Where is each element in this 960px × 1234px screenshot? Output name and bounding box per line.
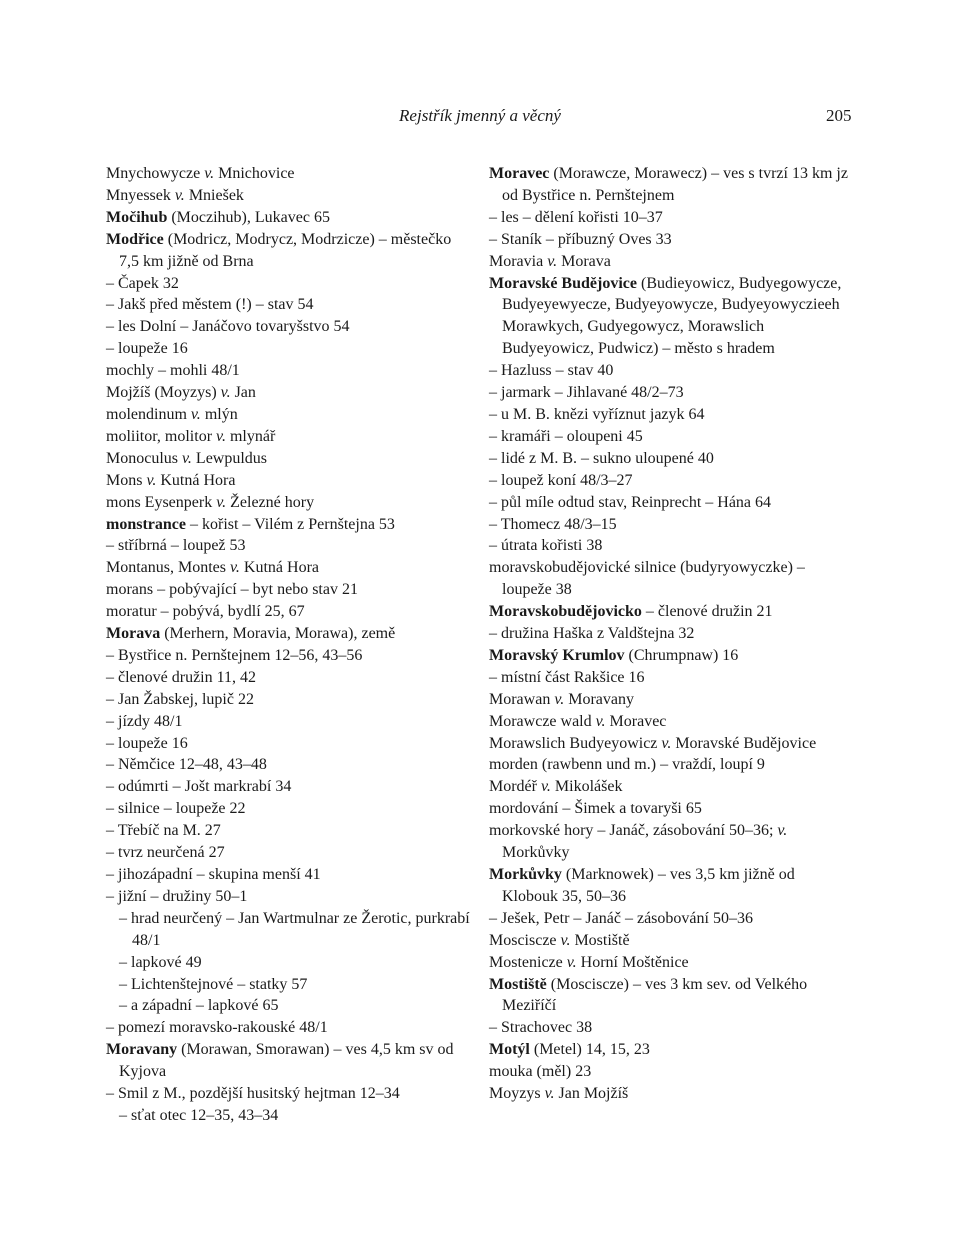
index-entry xyxy=(106,798,471,820)
entry-text: – Jan Žabskej, lupič 22 xyxy=(106,690,254,708)
headword: Morkůvky xyxy=(489,866,562,883)
entry-text: – útrata kořisti 38 xyxy=(489,537,603,555)
index-entry xyxy=(489,207,854,229)
entry-text: Horní Moštěnice xyxy=(576,953,689,971)
index-column-right xyxy=(489,163,854,1105)
index-entry xyxy=(106,1083,471,1105)
index-entry xyxy=(106,995,471,1017)
index-entry xyxy=(489,448,854,470)
index-entry xyxy=(106,908,471,952)
index-entry xyxy=(489,733,854,755)
index-entry xyxy=(489,601,854,623)
entry-text: (Morawan, Smorawan) – ves 4,5 km sv od Kyjova xyxy=(119,1041,454,1081)
headword: Moravec xyxy=(489,165,550,182)
index-entry xyxy=(106,360,471,382)
index-entry xyxy=(106,974,471,996)
headword: Močihub xyxy=(106,208,168,226)
index-entry xyxy=(489,908,854,930)
index-entry xyxy=(106,579,471,601)
index-entry xyxy=(489,251,854,273)
entry-text: – Třebíč na M. 27 xyxy=(106,822,221,840)
index-entry xyxy=(489,229,854,251)
index-entry xyxy=(106,426,471,448)
index-entry xyxy=(489,426,854,448)
entry-text: Mniešek xyxy=(184,186,244,204)
see-reference: v. xyxy=(595,712,606,730)
entry-text: – jízdy 48/1 xyxy=(106,712,183,730)
entry-text: – Strachovec 38 xyxy=(489,1019,593,1037)
entry-text: – jarmark – Jihlavané 48/2–73 xyxy=(489,384,684,402)
entry-text: – loupeže 16 xyxy=(106,734,188,752)
entry-text: – pomezí moravsko-rakouské 48/1 xyxy=(106,1019,328,1037)
entry-text: Morawslich Budyeyowicz xyxy=(489,734,662,752)
headword: Moravany xyxy=(106,1041,178,1059)
entry-text: – lapkové 49 xyxy=(119,953,202,971)
index-entry xyxy=(489,470,854,492)
entry-text: (Moczihub), Lukavec 65 xyxy=(167,208,330,226)
index-entry xyxy=(106,492,471,514)
entry-text: Monoculus xyxy=(106,449,182,467)
entry-text: moratur – pobývá, bydlí 25, 67 xyxy=(106,603,305,621)
index-entry xyxy=(489,360,854,382)
entry-text: Železné hory xyxy=(226,493,315,511)
see-reference: v. xyxy=(554,690,565,708)
index-entry xyxy=(489,557,854,601)
entry-text: – kořist – Vilém z Pernštejna 53 xyxy=(185,515,395,533)
entry-text: Mnychowycze xyxy=(106,165,205,182)
entry-text: Moyzys xyxy=(489,1085,545,1103)
entry-text: – Němčice 12–48, 43–48 xyxy=(106,756,267,774)
entry-text: – loupež koní 48/3–27 xyxy=(489,471,633,489)
index-entry xyxy=(106,382,471,404)
entry-text: – Hazluss – stav 40 xyxy=(489,362,614,380)
see-reference: v. xyxy=(544,1085,555,1103)
entry-text: Moravia xyxy=(489,252,548,270)
entry-text: – jižní – družiny 50–1 xyxy=(106,887,248,905)
entry-text: Mikolášek xyxy=(550,778,623,796)
entry-text: Morava xyxy=(557,252,611,270)
index-entry xyxy=(106,229,471,273)
entry-text: Morawcze wald xyxy=(489,712,596,730)
entry-text: – lidé z M. B. – sukno uloupené 40 xyxy=(489,449,714,467)
index-entry xyxy=(489,273,854,361)
headword: Mostiště xyxy=(489,975,547,993)
index-entry xyxy=(489,952,854,974)
index-entry xyxy=(106,163,471,185)
index-entry xyxy=(489,645,854,667)
entry-text: molendinum xyxy=(106,405,191,423)
entry-text: morden (rawbenn und m.) – vraždí, loupí 9 xyxy=(489,756,765,774)
index-column-left xyxy=(106,163,471,1127)
index-entry xyxy=(489,798,854,820)
entry-text: Moravany xyxy=(564,690,634,708)
index-entry xyxy=(106,294,471,316)
index-entry xyxy=(489,1039,854,1061)
entry-text: – les – dělení kořisti 10–37 xyxy=(489,208,663,226)
index-entry xyxy=(489,382,854,404)
index-entry xyxy=(489,1061,854,1083)
see-reference: v. xyxy=(182,449,192,467)
entry-text: Kutná Hora xyxy=(239,559,320,577)
entry-text: Mnyessek xyxy=(106,186,175,204)
entry-text: Mostiště xyxy=(570,931,630,949)
index-entry xyxy=(106,689,471,711)
entry-text: – les Dolní – Janáčovo tovaryšstvo 54 xyxy=(106,318,350,336)
index-entry xyxy=(106,1017,471,1039)
entry-text: Moravec xyxy=(605,712,667,730)
entry-text: Morkůvky xyxy=(502,844,570,862)
index-entry xyxy=(106,470,471,492)
index-entry xyxy=(106,316,471,338)
entry-text: – u M. B. knězi vyříznut jazyk 64 xyxy=(489,405,705,423)
entry-text: Kutná Hora xyxy=(156,471,236,489)
entry-text: – odúmrti – Jošt markrabí 34 xyxy=(106,778,292,796)
entry-text: mouka (měl) 23 xyxy=(489,1063,592,1081)
entry-text: Montanus, Montes xyxy=(106,559,230,577)
entry-text: – Staník – příbuzný Oves 33 xyxy=(489,230,672,248)
index-entry xyxy=(489,667,854,689)
entry-text: – Jakš před městem (!) – stav 54 xyxy=(106,296,314,314)
index-entry xyxy=(106,754,471,776)
index-entry xyxy=(106,404,471,426)
entry-text: (Metel) 14, 15, 23 xyxy=(529,1041,650,1059)
entry-text: – hrad neurčený – Jan Wartmulnar ze Žerotic, purkrabí 48/1 xyxy=(119,909,470,949)
index-entry xyxy=(106,864,471,886)
entry-text: – Lichtenštejnové – statky 57 xyxy=(119,975,308,993)
see-reference: v. xyxy=(661,734,672,752)
headword: Motýl xyxy=(489,1041,530,1059)
entry-text: – Ješek, Petr – Janáč – zásobování 50–36 xyxy=(489,909,753,927)
headword: Modřice xyxy=(106,230,164,248)
index-entry xyxy=(489,864,854,908)
index-entry xyxy=(106,601,471,623)
see-reference: v. xyxy=(230,559,240,577)
running-title: Rejstřík jmenný a věcný xyxy=(399,106,561,125)
index-entry xyxy=(489,689,854,711)
entry-text: – půl míle odtud stav, Reinprecht – Hána 64 xyxy=(489,493,772,511)
entry-text: moliitor, molitor xyxy=(106,427,217,445)
index-entry xyxy=(106,711,471,733)
index-entry xyxy=(106,667,471,689)
entry-text: (Budieyowicz, Budyegowycze, Budyeyewyecze, Budyeyowycze, Budyeyowyczieeh Morawkych, Gudyegowycz, Morawslich Budyeyowicz, Pudwicz) – město s hradem xyxy=(502,274,842,358)
entry-text: (Chrumpnaw) 16 xyxy=(624,646,739,664)
index-entry xyxy=(106,842,471,864)
index-entry xyxy=(106,557,471,579)
index-entry xyxy=(489,623,854,645)
entry-text: (Modricz, Modrycz, Modrzicze) – městečko 7,5 km jižně od Brna xyxy=(119,230,452,270)
see-reference: v. xyxy=(560,931,571,949)
index-entry xyxy=(106,623,471,645)
entry-text: Lewpuldus xyxy=(191,449,268,467)
entry-text: Jan xyxy=(230,384,256,402)
see-reference: v. xyxy=(204,165,215,182)
index-entry xyxy=(106,776,471,798)
page-number: 205 xyxy=(826,106,852,125)
entry-text: mlýn xyxy=(200,405,238,423)
index-entry xyxy=(489,776,854,798)
index-entry xyxy=(489,711,854,733)
entry-text: – Thomecz 48/3–15 xyxy=(489,515,617,533)
index-entry xyxy=(489,754,854,776)
index-entry xyxy=(106,952,471,974)
index-entry xyxy=(489,820,854,864)
entry-text: – Smil z M., pozdější husitský hejtman 12–34 xyxy=(106,1085,400,1103)
entry-text: Jan Mojžíš xyxy=(554,1085,629,1103)
index-entry xyxy=(106,733,471,755)
see-reference: v. xyxy=(190,405,201,423)
see-reference: v. xyxy=(146,471,157,489)
entry-text: – místní část Rakšice 16 xyxy=(489,668,645,686)
index-entry xyxy=(489,163,854,207)
index-entry xyxy=(106,514,471,536)
entry-text: – kramáři – oloupeni 45 xyxy=(489,427,643,445)
see-reference: v. xyxy=(540,778,551,796)
entry-text: – silnice – loupeže 22 xyxy=(106,800,246,818)
entry-text: Moravské Budějovice xyxy=(671,734,817,752)
entry-text: (Marknowek) – ves 3,5 km jižně od Klobouk 35, 50–36 xyxy=(502,866,795,905)
entry-text: – jihozápadní – skupina menší 41 xyxy=(106,866,321,883)
entry-text: mons Eysenperk xyxy=(106,493,217,511)
index-entry xyxy=(106,273,471,295)
entry-text: morans – pobývající – byt nebo stav 21 xyxy=(106,581,358,599)
index-entry xyxy=(106,1039,471,1083)
index-entry xyxy=(489,404,854,426)
index-entry xyxy=(106,820,471,842)
see-reference: v. xyxy=(216,427,226,445)
see-reference: v. xyxy=(216,493,227,511)
index-entry xyxy=(106,448,471,470)
see-reference: v. xyxy=(547,252,558,270)
index-entry xyxy=(106,535,471,557)
entry-text: (Merhern, Moravia, Morawa), země xyxy=(160,625,396,643)
entry-text: Mnichovice xyxy=(214,165,295,182)
entry-text: Mojžíš (Moyzys) xyxy=(106,384,221,402)
entry-text: morkovské hory – Janáč, zásobování 50–36; xyxy=(489,822,778,840)
index-entry xyxy=(106,207,471,229)
see-reference: v. xyxy=(566,953,577,971)
headword: Moravské Budějovice xyxy=(489,274,637,292)
entry-text: Morawan xyxy=(489,690,555,708)
entry-text: mochly – mohli 48/1 xyxy=(106,362,240,380)
entry-text: Mordéř xyxy=(489,778,541,796)
index-entry xyxy=(489,492,854,514)
entry-text: – stříbrná – loupež 53 xyxy=(106,537,246,555)
entry-text: – Čapek 32 xyxy=(106,274,179,292)
index-entry xyxy=(489,930,854,952)
entry-text: – tvrz neurčená 27 xyxy=(106,844,225,862)
entry-text: Mosciscze xyxy=(489,931,561,949)
entry-text: Mostenicze xyxy=(489,953,567,971)
entry-text: (Mosciscze) – ves 3 km sev. od Velkého Meziříčí xyxy=(502,975,808,1015)
entry-text: moravskobudějovické silnice (budyryowyczke) – loupeže 38 xyxy=(489,559,805,599)
headword: Morava xyxy=(106,625,161,643)
entry-text: – loupeže 16 xyxy=(106,340,188,358)
entry-text: mordování – Šimek a tovaryši 65 xyxy=(489,800,702,818)
headword: monstrance xyxy=(106,515,186,533)
entry-text: – členové družin 21 xyxy=(641,603,773,621)
entry-text: mlynář xyxy=(225,427,276,445)
see-reference: v. xyxy=(174,186,185,204)
index-entry xyxy=(489,974,854,1018)
entry-text: – a západní – lapkové 65 xyxy=(119,997,279,1015)
index-entry xyxy=(106,645,471,667)
entry-text: – družina Haška z Valdštejna 32 xyxy=(489,625,695,643)
index-entry xyxy=(106,1105,471,1127)
entry-text: – Bystřice n. Pernštejnem 12–56, 43–56 xyxy=(106,646,363,664)
index-entry xyxy=(106,338,471,360)
see-reference: v. xyxy=(220,384,231,402)
index-entry xyxy=(489,514,854,536)
entry-text: (Morawcze, Morawecz) – ves s tvrzí 13 km jz od Bystřice n. Pernštejnem xyxy=(502,165,848,204)
see-reference: v. xyxy=(777,822,788,840)
entry-text: Mons xyxy=(106,471,147,489)
index-entry xyxy=(489,1017,854,1039)
index-entry xyxy=(106,185,471,207)
index-entry xyxy=(489,1083,854,1105)
entry-text: – členové družin 11, 42 xyxy=(106,668,257,686)
headword: Moravskobudějovicko xyxy=(489,603,642,621)
index-entry xyxy=(106,886,471,908)
entry-text: – sťat otec 12–35, 43–34 xyxy=(119,1106,279,1124)
headword: Moravský Krumlov xyxy=(489,646,625,664)
index-entry xyxy=(489,535,854,557)
